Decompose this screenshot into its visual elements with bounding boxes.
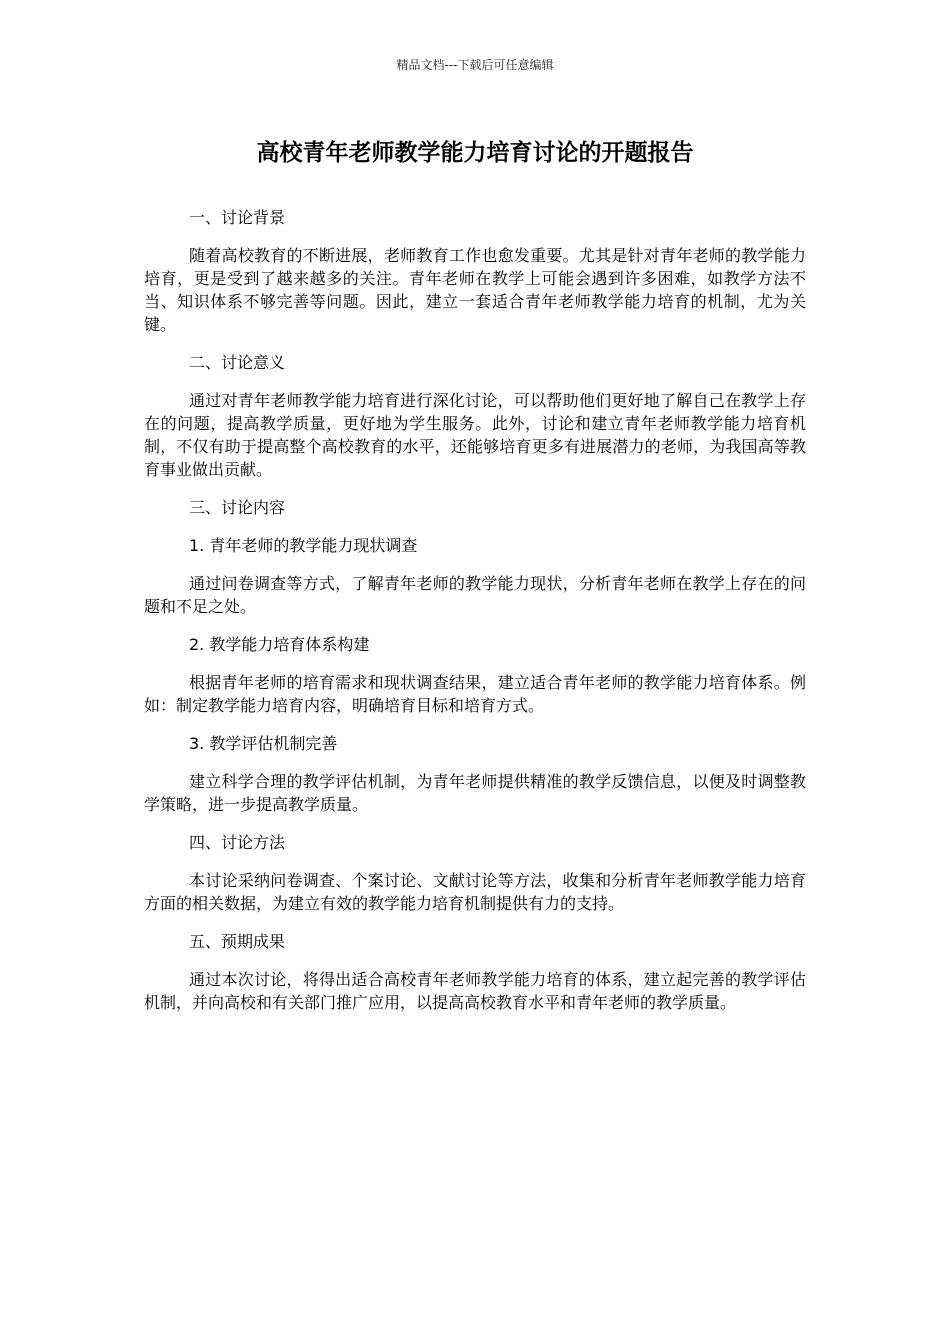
paragraph-outcomes: 通过本次讨论，将得出适合高校青年老师教学能力培育的体系，建立起完善的教学评估机制，并向高校和有关部门推广应用，以提高高校教育水平和青年老师的教学质量。 — [144, 970, 806, 1012]
paragraph-significance: 通过对青年老师教学能力培育进行深化讨论，可以帮助他们更好地了解自己在教学上存在的问题，提高教学质量，更好地为学生服务。此外，讨论和建立青年老师教学能力培育机制，不仅有助于提高整个高校教育的水平，还能够培育更多有进展潜力的老师，为我国高等教育事业做出贡献。 — [144, 391, 806, 479]
section-heading-significance: 二、讨论意义 — [189, 353, 286, 372]
subheading-evaluation: 3. 教学评估机制完善 — [189, 734, 338, 753]
section-heading-outcomes: 五、预期成果 — [189, 932, 286, 951]
subheading-training-system: 2. 教学能力培育体系构建 — [189, 635, 370, 654]
subheading-status-survey: 1. 青年老师的教学能力现状调查 — [189, 536, 418, 555]
paragraph-status-survey: 通过问卷调查等方式，了解青年老师的教学能力现状，分析青年老师在教学上存在的问题和不足之处。 — [144, 574, 806, 616]
paragraph-methods: 本讨论采纳问卷调查、个案讨论、文献讨论等方法，收集和分析青年老师教学能力培育方面的相关数据，为建立有效的教学能力培育机制提供有力的支持。 — [144, 871, 806, 913]
section-heading-background: 一、讨论背景 — [189, 208, 286, 227]
paragraph-background: 随着高校教育的不断进展，老师教育工作也愈发重要。尤其是针对青年老师的教学能力培育，更是受到了越来越多的关注。青年老师在教学上可能会遇到许多困难，如教学方法不当、知识体系不够完善等问题。因此，建立一套适合青年老师教学能力培育的机制，尤为关键。 — [144, 246, 806, 334]
document-title: 高校青年老师教学能力培育讨论的开题报告 — [256, 140, 694, 166]
section-heading-content: 三、讨论内容 — [189, 498, 286, 517]
paragraph-evaluation: 建立科学合理的教学评估机制，为青年老师提供精准的教学反馈信息，以便及时调整教学策略，进一步提高教学质量。 — [144, 772, 806, 814]
section-heading-methods: 四、讨论方法 — [189, 833, 286, 852]
page-header: 精品文档---下载后可任意编辑 — [396, 58, 554, 72]
document-body — [144, 206, 806, 1029]
paragraph-training-system: 根据青年老师的培育需求和现状调查结果，建立适合青年老师的教学能力培育体系。例如：制定教学能力培育内容，明确培育目标和培育方式。 — [144, 673, 806, 715]
